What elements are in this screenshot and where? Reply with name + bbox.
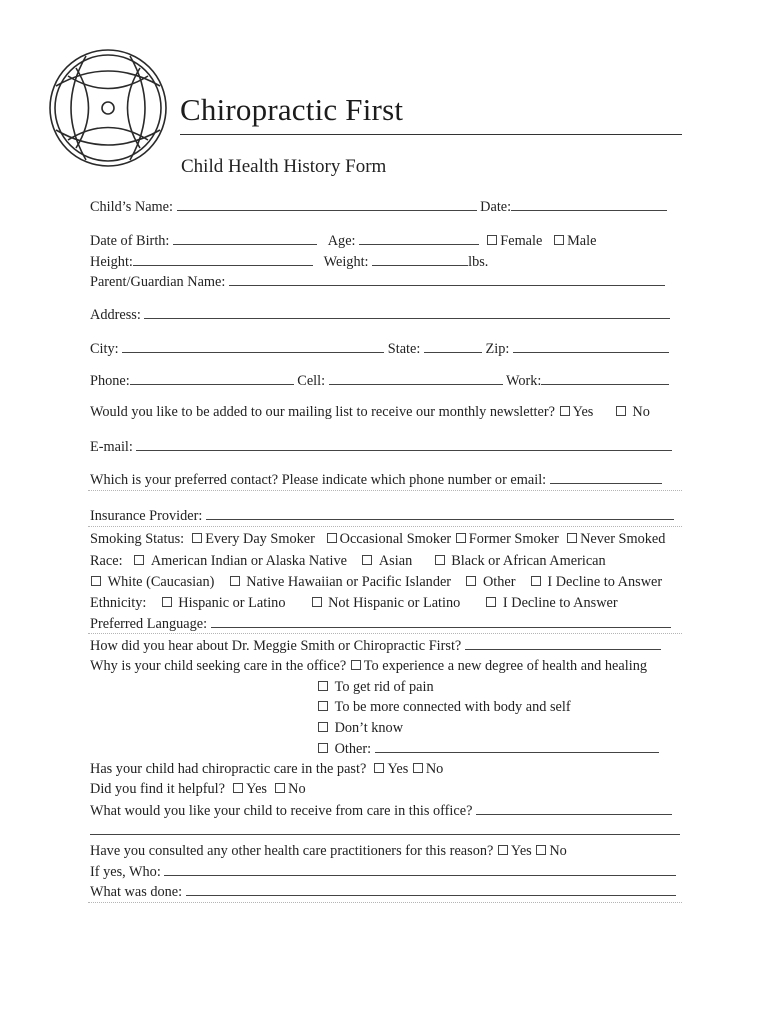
- row-dob-age-gender: [90, 232, 596, 250]
- newsletter-no-label: No: [632, 404, 650, 420]
- state-label: State:: [387, 341, 421, 357]
- guardian-label: Parent/Guardian Name:: [90, 274, 226, 290]
- row-name-date: [90, 198, 667, 216]
- checkbox[interactable]: [567, 533, 577, 543]
- guardian-field[interactable]: [229, 273, 665, 286]
- ethnicity-option[interactable]: Hispanic or Latino: [161, 595, 286, 611]
- row-preferred-contact: [90, 471, 662, 489]
- zip-label: Zip:: [485, 341, 510, 357]
- cell-field[interactable]: [329, 372, 503, 385]
- row-receive-2: [90, 822, 680, 840]
- race-option[interactable]: American Indian or Alaska Native: [133, 553, 347, 569]
- insurance-label: Insurance Provider:: [90, 508, 203, 524]
- section-divider: [88, 526, 682, 527]
- prior-care-no-checkbox[interactable]: [413, 763, 423, 773]
- row-heard: [90, 637, 661, 655]
- consulted-no-checkbox[interactable]: [536, 845, 546, 855]
- row-what-done: [90, 883, 676, 901]
- weight-label: Weight:: [323, 254, 369, 270]
- checkbox[interactable]: [318, 681, 328, 691]
- helpful-no-checkbox[interactable]: [275, 783, 285, 793]
- checkbox[interactable]: [318, 743, 328, 753]
- state-field[interactable]: [424, 340, 482, 353]
- date-label: Date:: [480, 199, 512, 215]
- checkbox[interactable]: [312, 597, 322, 607]
- race-label: Race:: [90, 553, 123, 569]
- section-divider: [88, 902, 682, 903]
- childs-name-label: Child’s Name:: [90, 199, 173, 215]
- city-field[interactable]: [122, 340, 384, 353]
- phone-field[interactable]: [130, 372, 294, 385]
- lbs-label: lbs.: [468, 254, 489, 270]
- row-language: [90, 615, 671, 633]
- row-helpful: Did you find it helpful? Yes No: [90, 781, 306, 797]
- work-label: Work:: [506, 373, 542, 389]
- city-label: City:: [90, 341, 119, 357]
- if-yes-who-field[interactable]: [164, 863, 676, 876]
- helpful-label: Did you find it helpful?: [90, 781, 226, 797]
- smoking-option[interactable]: Never Smoked: [566, 531, 665, 547]
- row-smoking: [90, 531, 665, 548]
- checkbox[interactable]: [351, 660, 361, 670]
- row-why-4: [317, 720, 403, 737]
- checkbox[interactable]: [91, 576, 101, 586]
- consulted-yes-checkbox[interactable]: [498, 845, 508, 855]
- checkbox[interactable]: [466, 576, 476, 586]
- weight-field[interactable]: [372, 253, 468, 266]
- smoking-option[interactable]: Every Day Smoker: [191, 531, 315, 547]
- row-address: [90, 306, 670, 324]
- why-option[interactable]: To get rid of pain: [317, 679, 434, 695]
- checkbox[interactable]: [435, 555, 445, 565]
- checkbox[interactable]: [456, 533, 466, 543]
- zip-field[interactable]: [513, 340, 669, 353]
- row-height-weight: [90, 253, 488, 271]
- what-done-label: What was done:: [90, 884, 183, 900]
- row-if-yes-who: [90, 863, 676, 881]
- why-label: Why is your child seeking care in the office?: [90, 658, 347, 674]
- height-field[interactable]: [133, 253, 313, 266]
- phone-label: Phone:: [90, 373, 130, 389]
- email-field[interactable]: [136, 438, 672, 451]
- female-checkbox[interactable]: [487, 235, 497, 245]
- receive-label: What would you like your child to receive from care in this office?: [90, 803, 473, 819]
- row-why-5: [317, 740, 659, 758]
- why-option[interactable]: To experience a new degree of health and healing: [350, 658, 647, 674]
- row-why-3: [317, 699, 571, 716]
- address-field[interactable]: [144, 306, 670, 319]
- section-divider: [88, 633, 682, 634]
- row-guardian: [90, 273, 665, 291]
- receive-field[interactable]: [476, 802, 672, 815]
- female-label: Female: [500, 233, 543, 249]
- checkbox[interactable]: [531, 576, 541, 586]
- what-done-field[interactable]: [186, 883, 676, 896]
- age-label: Age:: [327, 233, 356, 249]
- row-city-state-zip: [90, 340, 669, 358]
- checkbox[interactable]: [192, 533, 202, 543]
- checkbox[interactable]: [327, 533, 337, 543]
- race-option[interactable]: Asian: [361, 553, 412, 569]
- why-option[interactable]: Don’t know: [317, 720, 403, 736]
- checkbox[interactable]: [230, 576, 240, 586]
- newsletter-yes-label: Yes: [572, 404, 594, 420]
- row-consulted: Have you consulted any other health care practitioners for this reason? Yes No: [90, 843, 567, 859]
- prior-care-yes-checkbox[interactable]: [374, 763, 384, 773]
- checkbox[interactable]: [318, 722, 328, 732]
- heard-field[interactable]: [465, 637, 661, 650]
- consulted-label: Have you consulted any other health care practitioners for this reason?: [90, 843, 494, 859]
- dob-label: Date of Birth:: [90, 233, 170, 249]
- preferred-contact-label: Which is your preferred contact? Please indicate which phone number or email:: [90, 472, 547, 488]
- language-label: Preferred Language:: [90, 616, 208, 632]
- height-label: Height:: [90, 254, 133, 270]
- checkbox[interactable]: [486, 597, 496, 607]
- row-race-1: [90, 553, 606, 570]
- ethnicity-option[interactable]: Not Hispanic or Latino: [311, 595, 461, 611]
- smoking-label: Smoking Status:: [90, 531, 185, 547]
- helpful-yes-checkbox[interactable]: [233, 783, 243, 793]
- receive-field-line-2[interactable]: [90, 822, 680, 835]
- address-label: Address:: [90, 307, 141, 323]
- race-option[interactable]: I Decline to Answer: [530, 574, 662, 590]
- race-option[interactable]: White (Caucasian): [90, 574, 214, 590]
- newsletter-yes-checkbox[interactable]: [560, 406, 570, 416]
- row-receive: [90, 802, 672, 820]
- chiropractic-first-logo: [46, 46, 170, 170]
- if-yes-who-label: If yes, Who:: [90, 864, 161, 880]
- checkbox[interactable]: [134, 555, 144, 565]
- date-field[interactable]: [511, 198, 667, 211]
- race-option[interactable]: Black or African American: [434, 553, 606, 569]
- age-field[interactable]: [359, 232, 479, 245]
- smoking-option[interactable]: Former Smoker: [455, 531, 559, 547]
- why-other-field[interactable]: [375, 740, 659, 753]
- row-email: [90, 438, 672, 456]
- insurance-field[interactable]: [206, 507, 674, 520]
- heard-label: How did you hear about Dr. Meggie Smith or Chiropractic First?: [90, 638, 462, 654]
- work-field[interactable]: [541, 372, 669, 385]
- ethnicity-option[interactable]: I Decline to Answer: [485, 595, 617, 611]
- email-label: E-mail:: [90, 439, 133, 455]
- dob-field[interactable]: [173, 232, 317, 245]
- row-why-2: [317, 679, 434, 696]
- childs-name-field[interactable]: [177, 198, 477, 211]
- checkbox[interactable]: [162, 597, 172, 607]
- row-race-2: [90, 574, 662, 591]
- row-prior-care: Has your child had chiropractic care in the past? Yes No: [90, 761, 444, 777]
- row-phones: [90, 372, 669, 390]
- why-option[interactable]: Other:: [317, 741, 371, 757]
- preferred-contact-field[interactable]: [550, 471, 662, 484]
- cell-label: Cell:: [297, 373, 326, 389]
- ethnicity-label: Ethnicity:: [90, 595, 147, 611]
- checkbox[interactable]: [318, 701, 328, 711]
- section-divider: [88, 490, 682, 491]
- row-ethnicity: [90, 595, 618, 612]
- row-newsletter: [90, 404, 650, 421]
- male-checkbox[interactable]: [554, 235, 564, 245]
- newsletter-question: Would you like to be added to our mailing list to receive our monthly newsletter?: [90, 404, 555, 420]
- race-option[interactable]: Other: [465, 574, 515, 590]
- smoking-option[interactable]: Occasional Smoker: [326, 531, 452, 547]
- checkbox[interactable]: [362, 555, 372, 565]
- form-title: Chiropractic First: [180, 92, 404, 127]
- prior-care-label: Has your child had chiropractic care in the past?: [90, 761, 367, 777]
- form-subtitle: Child Health History Form: [181, 156, 387, 177]
- title-divider: [180, 134, 682, 135]
- race-option[interactable]: Native Hawaiian or Pacific Islander: [229, 574, 451, 590]
- newsletter-no-checkbox[interactable]: [616, 406, 626, 416]
- row-insurance: [90, 507, 674, 525]
- male-label: Male: [567, 233, 597, 249]
- why-option[interactable]: To be more connected with body and self: [317, 699, 571, 715]
- row-why: [90, 658, 647, 675]
- language-field[interactable]: [211, 615, 671, 628]
